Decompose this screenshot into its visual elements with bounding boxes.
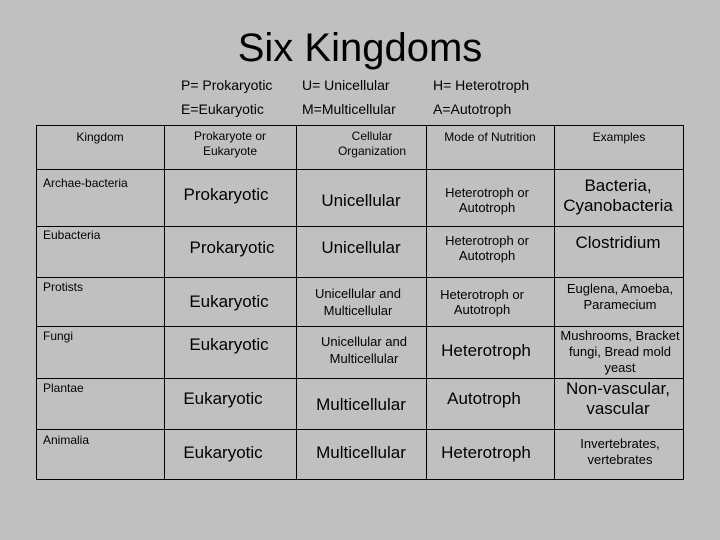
legend-prokaryotic: P= Prokaryotic (181, 77, 273, 93)
cell-examples: Bacteria, Cyanobacteria (563, 176, 673, 215)
table-divider (164, 125, 165, 480)
legend-heterotroph: H= Heterotroph (433, 77, 530, 93)
legend-multicellular: M=Multicellular (302, 101, 396, 117)
header-cell-type: Prokaryote or Eukaryote (193, 129, 267, 158)
kingdom-name: Archae-bacteria (43, 176, 128, 190)
cell-examples: Mushrooms, Bracket fungi, Bread mold yeast (560, 328, 680, 375)
table-divider (36, 429, 684, 430)
header-examples: Examples (592, 129, 646, 144)
cell-organization: Unicellular (321, 191, 401, 210)
cell-type: Prokaryotic (189, 238, 275, 257)
cell-examples: Invertebrates, vertebrates (580, 436, 660, 467)
cell-type: Eukaryotic (189, 335, 269, 354)
header-mode-of-nutrition: Mode of Nutrition (444, 129, 536, 144)
cell-organization: Unicellular and Multicellular (315, 286, 401, 318)
table-divider (426, 125, 427, 480)
page-title: Six Kingdoms (237, 26, 483, 70)
cell-type: Eukaryotic (189, 292, 269, 311)
kingdom-name: Protists (43, 280, 84, 294)
cell-type: Eukaryotic (183, 389, 263, 408)
cell-nutrition: Heterotroph or Autotroph (440, 287, 524, 317)
table-divider (296, 125, 297, 480)
cell-examples: Euglena, Amoeba, Paramecium (566, 281, 674, 312)
table-divider (36, 277, 684, 278)
kingdom-name: Animalia (43, 433, 90, 447)
cell-organization: Multicellular (316, 443, 406, 462)
cell-type: Prokaryotic (183, 185, 269, 204)
kingdom-name: Eubacteria (43, 228, 101, 242)
kingdom-name: Fungi (43, 329, 74, 343)
cell-examples: Clostridium (575, 233, 661, 252)
table-divider (36, 226, 684, 227)
legend-unicellular: U= Unicellular (302, 77, 390, 93)
cell-organization: Unicellular and Multicellular (321, 334, 407, 366)
legend-autotroph: A=Autotroph (433, 101, 512, 117)
cell-organization: Multicellular (316, 395, 406, 414)
legend-eukaryotic: E=Eukaryotic (181, 101, 264, 117)
cell-nutrition: Heterotroph or Autotroph (445, 233, 529, 263)
cell-nutrition: Heterotroph (441, 341, 531, 360)
cell-organization: Unicellular (321, 238, 401, 257)
kingdom-name: Plantae (43, 381, 84, 395)
cell-nutrition: Heterotroph (441, 443, 531, 462)
table-divider (36, 326, 684, 327)
table-divider (554, 125, 555, 480)
header-kingdom: Kingdom (76, 129, 124, 144)
cell-type: Eukaryotic (183, 443, 263, 462)
cell-examples: Non-vascular, vascular (566, 379, 670, 418)
cell-nutrition: Autotroph (447, 389, 521, 408)
table-divider (36, 169, 684, 170)
header-cellular-organization: Cellular Organization (337, 129, 407, 158)
cell-nutrition: Heterotroph or Autotroph (445, 185, 529, 215)
